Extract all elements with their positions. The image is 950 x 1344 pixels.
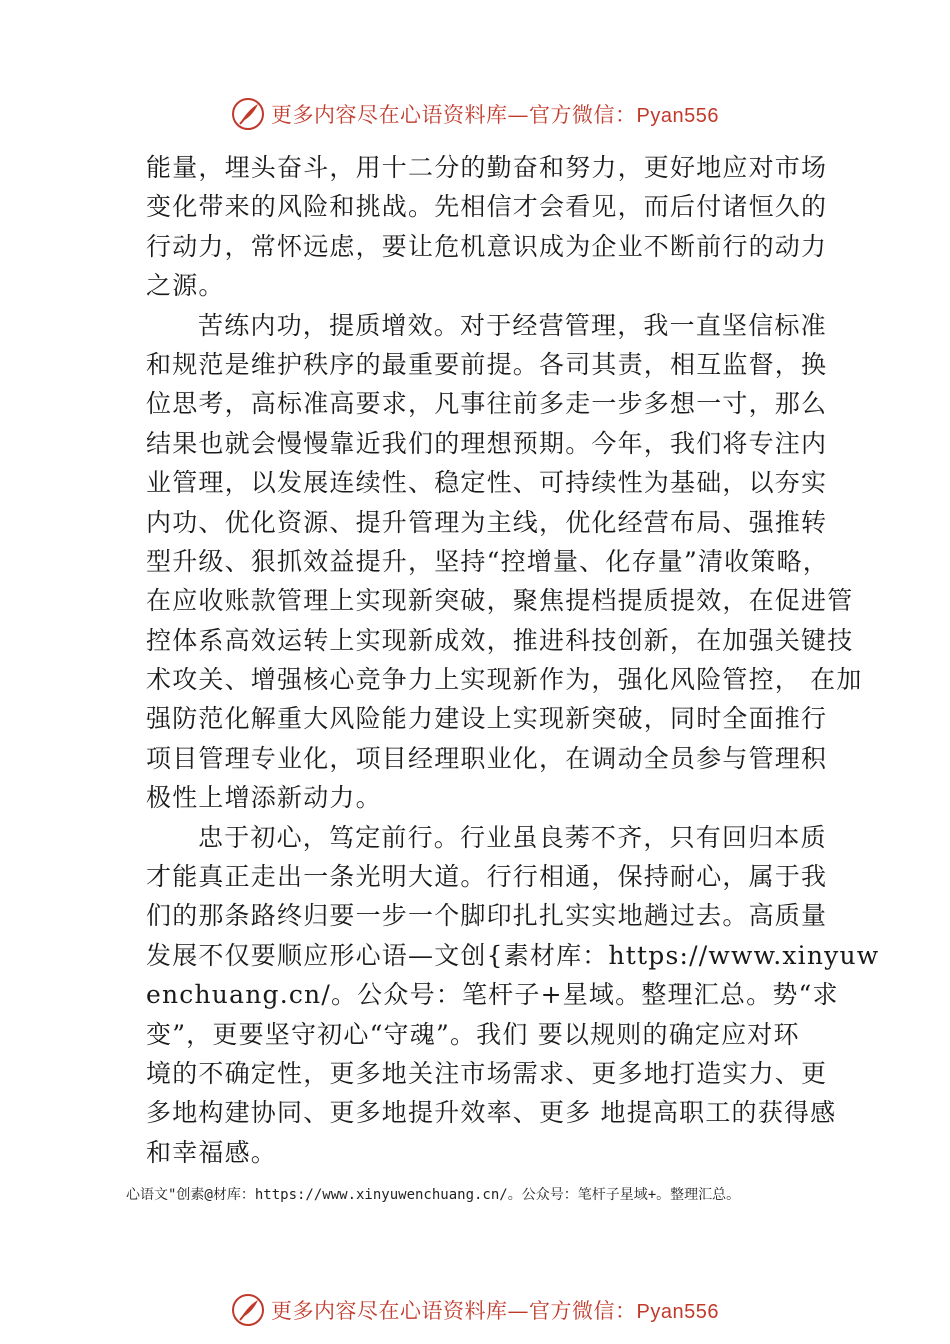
- body-line: 强防范化解重大风险能力建设上实现新突破，同时全面推行: [146, 704, 828, 734]
- body-line: 型升级、狠抓效益提升，坚持“控增量、化存量”清收策略，: [146, 546, 829, 576]
- body-line: 位思考，高标准高要求，凡事往前多走一步多想一寸，那么: [146, 389, 828, 419]
- body-line: 变”，更要坚守初心“守魂”。我们 要以规则的确定应对环: [146, 1019, 800, 1049]
- banner-handle: Pyan556: [636, 1301, 719, 1323]
- paragraph-start-line: 苦练内功，提质增效。对于经营管理，我一直坚信标准: [198, 310, 827, 340]
- body-line: 发展不仅要顺应形心语—文创{素材库：https://www.xinyuw: [146, 940, 880, 970]
- body-line: 境的不确定性，更多地关注市场需求、更多地打造实力、更: [146, 1058, 828, 1088]
- body-line: 和规范是维护秩序的最重要前提。各司其责，相互监督，换: [146, 349, 828, 379]
- feather-pen-icon: [231, 1293, 265, 1327]
- paragraph-start-line: 忠于初心，笃定前行。行业虽良莠不齐，只有回归本质: [198, 822, 827, 852]
- body-line: 之源。: [146, 271, 225, 301]
- footer-banner: [0, 1290, 950, 1330]
- banner-handle: Pyan556: [636, 105, 719, 127]
- header-banner: [0, 94, 950, 134]
- document-body: [146, 148, 880, 1172]
- body-line: 控体系高效运转上实现新成效，推进科技创新，在加强关键技: [146, 625, 854, 655]
- body-line: 在应收账款管理上实现新突破，聚焦提档提质提效，在促进管: [146, 586, 854, 616]
- body-line: 才能真正走出一条光明大道。行行相通，保持耐心，属于我: [146, 862, 828, 892]
- body-line: 能量，埋头奋斗，用十二分的勤奋和努力，更好地应对市场: [146, 153, 828, 182]
- body-line: 内功、优化资源、提升管理为主线，优化经营布局、强推转: [146, 507, 828, 537]
- body-line: 行动力，常怀远虑，要让危机意识成为企业不断前行的动力: [146, 231, 828, 261]
- body-line: 多地构建协同、更多地提升效率、更多 地提高职工的获得感: [146, 1098, 837, 1128]
- body-line: 业管理，以发展连续性、稳定性、可持续性为基础，以夯实: [146, 468, 828, 498]
- body-line: 项目管理专业化，项目经理职业化，在调动全员参与管理积: [146, 743, 828, 773]
- body-line: 极性上增添新动力。: [146, 783, 382, 813]
- body-line: 变化带来的风险和挑战。先相信才会看见，而后付诸恒久的: [146, 192, 828, 222]
- banner-text: 更多内容尽在心语资料库—官方微信：Pyan556: [271, 103, 719, 127]
- banner-text: 更多内容尽在心语资料库—官方微信：Pyan556: [271, 1299, 719, 1323]
- body-line: 术攻关、增强核心竞争力上实现新作为，强化风险管控， 在加: [146, 665, 863, 695]
- footer-note: 心语文"创素@材库：https://www.xinyuwenchuang.cn/。公众号：笔杆子星域+。整理汇总。: [126, 1187, 741, 1203]
- body-line: 和幸福感。: [146, 1137, 278, 1167]
- feather-pen-icon: [231, 97, 265, 131]
- body-line: 们的那条路终归要一步一个脚印扎扎实实地趟过去。高质量: [146, 901, 828, 931]
- body-line: enchuang.cn/。公众号：笔杆子+星域。整理汇总。势“求: [146, 980, 839, 1010]
- body-line: 结果也就会慢慢靠近我们的理想预期。今年，我们将专注内: [146, 428, 828, 458]
